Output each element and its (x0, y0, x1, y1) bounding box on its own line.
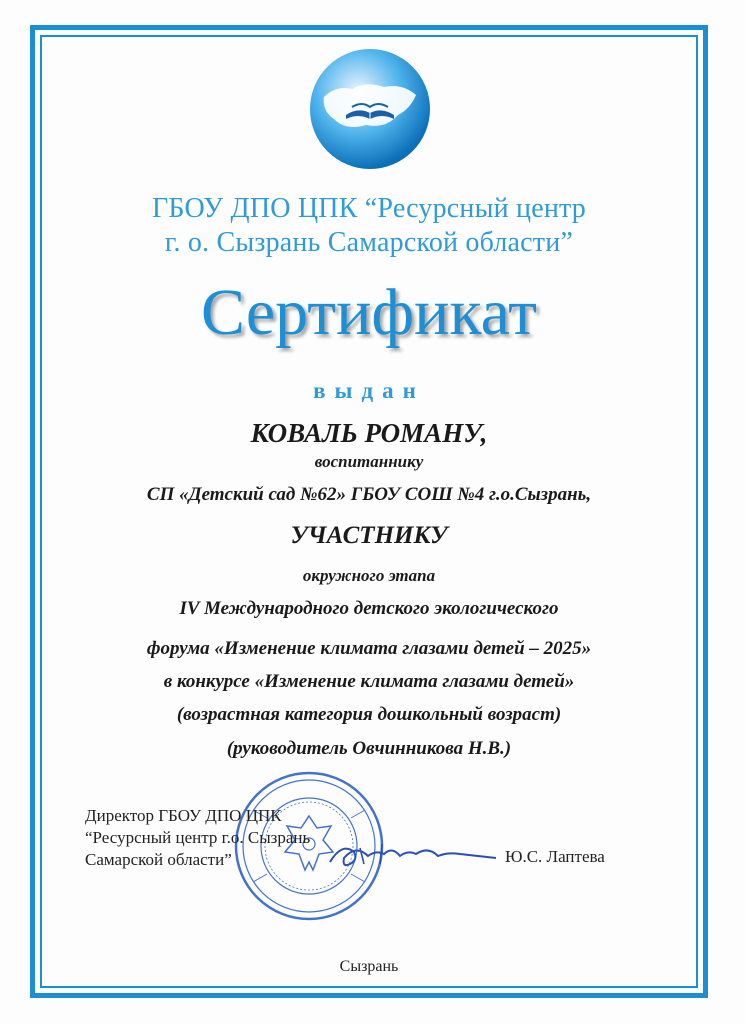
description-line6: (руководитель Овчинникова Н.В.) (226, 738, 512, 759)
description-line2: IV Международного детского экологического (179, 598, 559, 619)
handwritten-signature (320, 828, 500, 878)
recipient-role: воспитаннику (314, 452, 424, 471)
description-line3: форума «Изменение климата глазами детей – 2025» (146, 638, 592, 659)
org-name-line2: г. о. Сызрань Самарской области” (164, 227, 574, 258)
director-line2: “Ресурсный центр г.о. Сызрань (85, 828, 311, 847)
status-label: УЧАСТНИКУ (290, 522, 448, 549)
signer-name: Ю.С. Лаптева (505, 847, 605, 866)
recipient-name: КОВАЛЬ РОМАНУ, (250, 418, 488, 448)
globe-book-logo (306, 45, 434, 173)
issued-word: выдан (313, 378, 425, 403)
org-name-line1: ГБОУ ДПО ЦПК “Ресурсный центр (151, 193, 586, 224)
director-line1: Директор ГБОУ ДПО ЦПК (85, 806, 282, 825)
description-line5: (возрастная категория дошкольный возраст) (176, 704, 562, 725)
director-signature-block (85, 805, 310, 871)
description-line4: в конкурсе «Изменение климата глазами детей» (163, 671, 575, 692)
description-line1: окружного этапа (302, 566, 436, 585)
footer-city: Сызрань (339, 958, 399, 975)
recipient-institution: СП «Детский сад №62» ГБОУ СОШ №4 г.о.Сызрань, (146, 484, 592, 505)
certificate-title: Сертификат (201, 276, 537, 349)
director-line3: Самарской области” (85, 850, 232, 869)
